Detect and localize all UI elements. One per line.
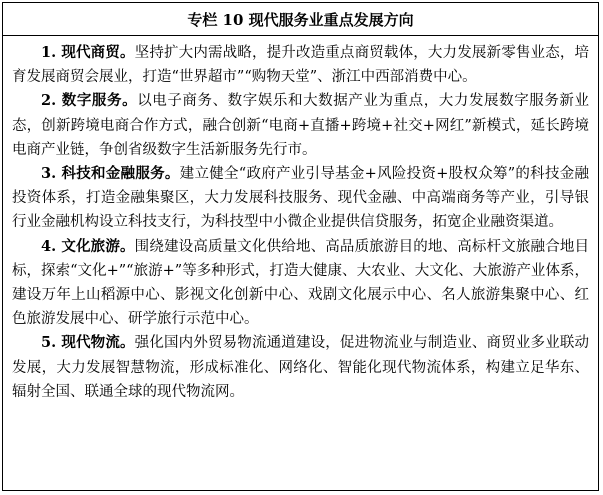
item-heading: 4. 文化旅游: [41, 237, 120, 255]
panel-content: [3, 36, 598, 404]
item-heading: 1. 现代商贸: [41, 44, 120, 61]
item-modern-logistics: 5. 现代物流。强化国内外贸易物流通道建设，促进物流业与制造业、商贸业多业联动发展，大力发展智慧物流，形成标准化、网络化、智能化现代物流体系，构建立足华东、辐射全国、联通全球的现代物流网。: [12, 334, 590, 400]
item-text: 以电子商务、数字娱乐和大数据产业为重点，大力发展数字服务新业态，创新跨境电商合作方式，融合创新“电商+直播+跨境+社交+网红”新模式，延长跨境电商产业链，争创省级数字生活新服务先行市。: [12, 93, 590, 158]
item-heading: 5. 现代物流: [41, 334, 120, 352]
item-text: 坚持扩大内需战略，提升改造重点商贸载体，大力发展新零售业态，培育发展商贸会展业，打造“世界超市”“购物天堂”、浙江中西部消费中心。: [12, 45, 590, 86]
item-heading: 3. 科技和金融服务: [41, 165, 165, 183]
feature-panel: [2, 2, 599, 491]
panel-title: 专栏 10 现代服务业重点发展方向: [3, 3, 598, 36]
item-text: 建立健全“政府产业引导基金+风险投资+股权众筹”的科技金融投资体系，打造金融集聚区，大力发展科技服务、现代金融、中高端商务等产业，引导银行业金融机构设立科技支行，为科技型中小微企业提供信贷服务，拓宽企业融资渠道。: [12, 166, 590, 231]
item-modern-trade: 1. 现代商贸。坚持扩大内需战略，提升改造重点商贸载体，大力发展新零售业态，培育发展商贸会展业，打造“世界超市”“购物天堂”、浙江中西部消费中心。: [12, 44, 590, 86]
item-tech-finance: 3. 科技和金融服务。建立健全“政府产业引导基金+风险投资+股权众筹”的科技金融投资体系，打造金融集聚区，大力发展科技服务、现代金融、中高端商务等产业，引导银行业金融机构设立科技支行，为科技型中小微企业提供信贷服务，拓宽企业融资渠道。: [12, 165, 590, 231]
item-text: 围绕建设高质量文化供给地、高品质旅游目的地、高标杆文旅融合地目标，探索“文化+”“旅游+”等多种形式，打造大健康、大农业、大文化、大旅游产业体系，建设万年上山稻源中心、影视文化创新中心、戏剧文化展示中心、名人旅游集聚中心、红色旅游发展中心、研学旅行示范中心。: [12, 238, 590, 328]
item-digital-services: 2. 数字服务。以电子商务、数字娱乐和大数据产业为重点，大力发展数字服务新业态，创新跨境电商合作方式，融合创新“电商+直播+跨境+社交+网红”新模式，延长跨境电商产业链，争创省级数字生活新服务先行市。: [12, 92, 590, 158]
item-text: 强化国内外贸易物流通道建设，促进物流业与制造业、商贸业多业联动发展，大力发展智慧物流，形成标准化、网络化、智能化现代物流体系，构建立足华东、辐射全国、联通全球的现代物流网。: [12, 335, 590, 400]
item-culture-tourism: 4. 文化旅游。围绕建设高质量文化供给地、高品质旅游目的地、高标杆文旅融合地目标，探索“文化+”“旅游+”等多种形式，打造大健康、大农业、大文化、大旅游产业体系，建设万年上山稻源中心、影视文化创新中心、戏剧文化展示中心、名人旅游集聚中心、红色旅游发展中心、研学旅行示范中心。: [12, 237, 590, 328]
item-heading: 2. 数字服务: [41, 92, 123, 110]
